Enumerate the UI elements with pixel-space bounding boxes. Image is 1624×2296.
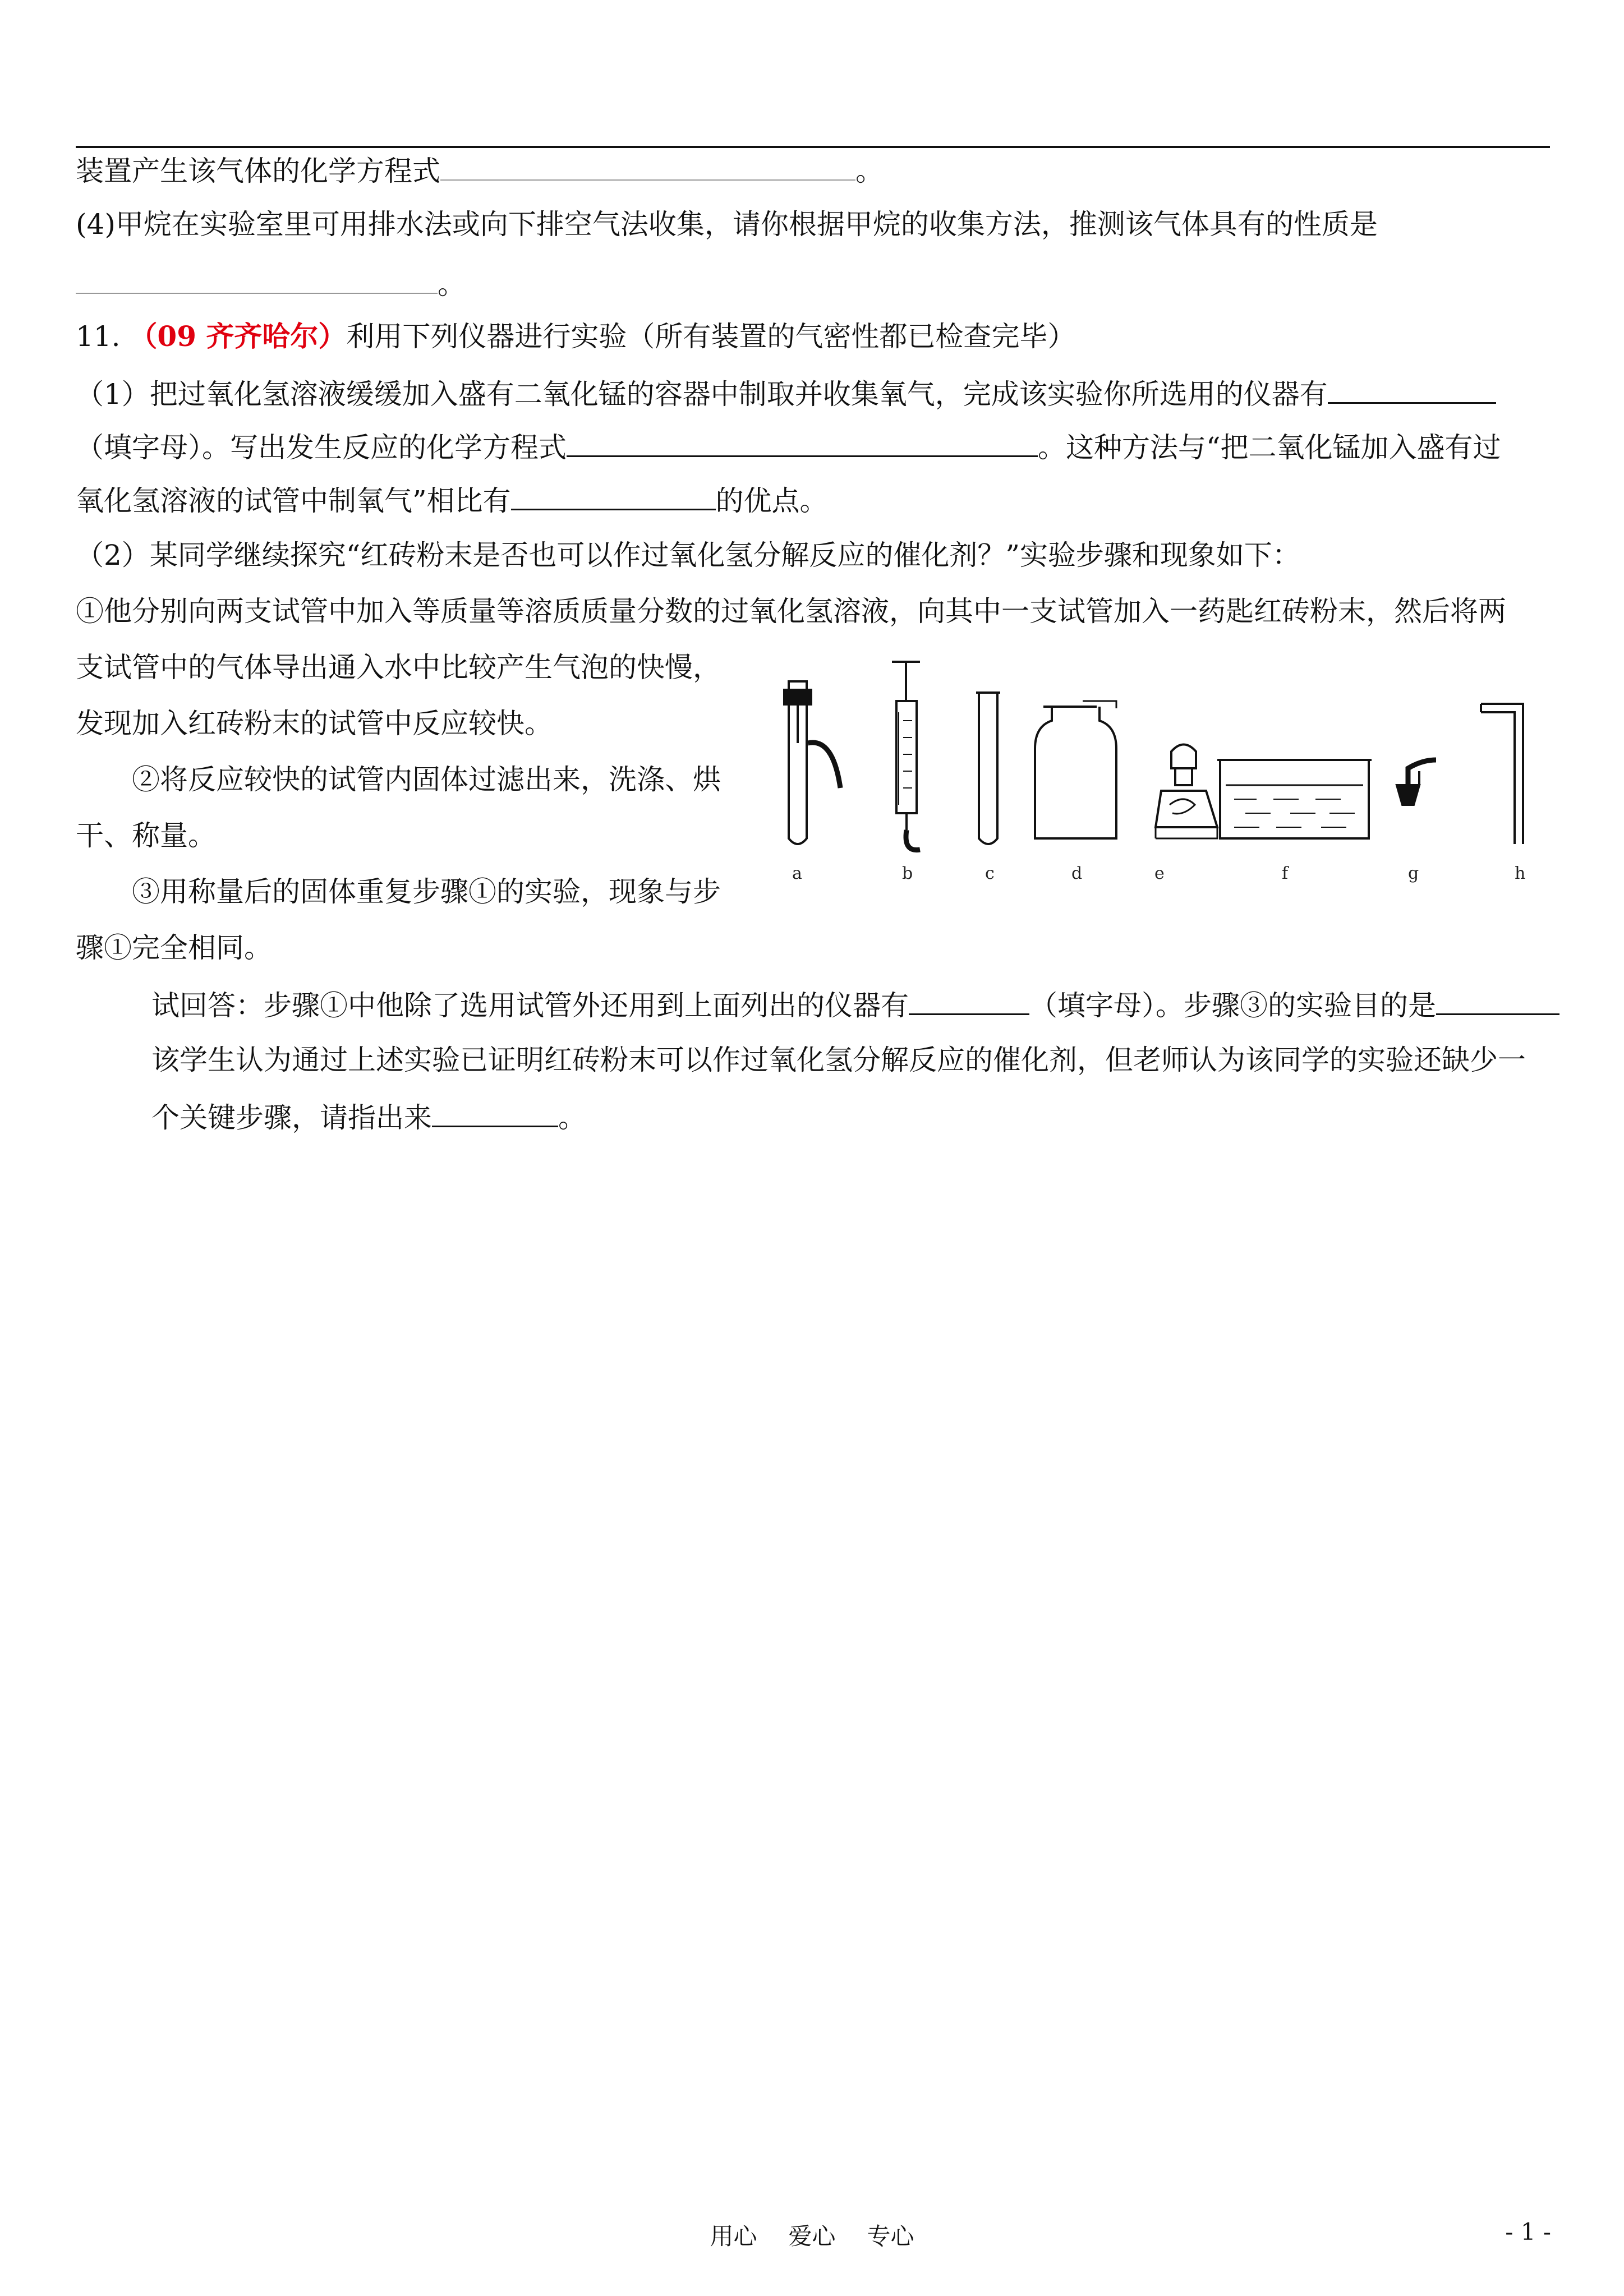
apparatus-d-gas-bottle bbox=[1035, 701, 1116, 838]
step-3-line-1: ③用称量后的固体重复步骤①的实验，现象与步 bbox=[132, 875, 721, 908]
answer-blank[interactable] bbox=[432, 1096, 558, 1127]
question-4: (4)甲烷在实验室里可用排水法或向下排空气法收集，请你根据甲烷的收集方法，推测该气体具有的性质是 bbox=[76, 208, 1378, 241]
apparatus-h-glass-tube bbox=[1481, 704, 1523, 844]
figure-label-c: c bbox=[985, 864, 995, 883]
answer-blank[interactable] bbox=[567, 426, 1038, 457]
apparatus-a-test-tube-with-stopper bbox=[784, 681, 840, 844]
apparatus-drawing bbox=[769, 659, 1548, 861]
paragraph-equation: 装置产生该气体的化学方程式 。 bbox=[76, 150, 884, 191]
figure-label-e: e bbox=[1154, 864, 1165, 883]
answer-blank[interactable] bbox=[909, 984, 1029, 1015]
figure-label-a: a bbox=[792, 864, 802, 883]
answer-blank[interactable] bbox=[1328, 373, 1496, 404]
footer-motto: 用心 爱心 专心 bbox=[710, 2223, 914, 2250]
answer-line-1: 试回答：步骤①中他除了选用试管外还用到上面列出的仪器有 （填字母）。步骤③的实验目的是 bbox=[151, 984, 1559, 1025]
apparatus-f-water-trough bbox=[1217, 760, 1372, 838]
apparatus-g-stopper-with-tube bbox=[1397, 760, 1436, 805]
apparatus-c-test-tube bbox=[976, 693, 1000, 844]
source-tag: （09 齐齐哈尔） bbox=[129, 320, 347, 353]
step-1-line-3: 发现加入红砖粉末的试管中反应较快。 bbox=[76, 707, 553, 740]
step-1-line-2: 支试管中的气体导出通入水中比较产生气泡的快慢， bbox=[76, 651, 721, 684]
page-number: - 1 - bbox=[1505, 2218, 1551, 2246]
answer-blank[interactable] bbox=[511, 480, 716, 510]
step-1-line-1: ①他分别向两支试管中加入等质量等溶质质量分数的过氧化氢溶液，向其中一支试管加入一药匙红砖粉末，然后将两 bbox=[76, 595, 1506, 628]
answer-blank[interactable] bbox=[440, 150, 855, 181]
figure-label-d: d bbox=[1071, 864, 1083, 883]
figure-label-f: f bbox=[1282, 864, 1289, 883]
header-rule bbox=[76, 146, 1550, 148]
step-3-line-2: 骤①完全相同。 bbox=[76, 932, 272, 964]
apparatus-b-syringe bbox=[892, 662, 920, 850]
answer-line-3: 个关键步骤，请指出来 。 bbox=[151, 1096, 586, 1137]
question-4-answer-line: 。 bbox=[76, 264, 466, 304]
question-11-heading: 11. （09 齐齐哈尔）利用下列仪器进行实验（所有装置的气密性都已检查完毕） bbox=[76, 320, 1076, 353]
apparatus-figure bbox=[769, 659, 1548, 895]
answer-line-2: 该学生认为通过上述实验已证明红砖粉末可以作过氧化氢分解反应的催化剂，但老师认为该同学的实验还缺少一 bbox=[151, 1044, 1526, 1076]
figure-label-g: g bbox=[1408, 864, 1419, 883]
part-1-line-3: 氧化氢溶液的试管中制氧气”相比有 的优点。 bbox=[76, 480, 828, 520]
step-2-line-2: 干、称量。 bbox=[76, 819, 216, 852]
answer-blank[interactable] bbox=[76, 264, 438, 294]
figure-label-b: b bbox=[902, 864, 913, 883]
step-2-line-1: ②将反应较快的试管内固体过滤出来，洗涤、烘 bbox=[132, 763, 721, 796]
part-1-line-1: （1）把过氧化氢溶液缓缓加入盛有二氧化锰的容器中制取并收集氧气，完成该实验你所选用的仪器有 bbox=[76, 373, 1496, 414]
answer-blank[interactable] bbox=[1436, 984, 1559, 1015]
figure-label-h: h bbox=[1515, 864, 1526, 883]
apparatus-e-alcohol-lamp bbox=[1156, 745, 1217, 839]
part-2-intro: （2）某同学继续探究“红砖粉末是否也可以作过氧化氢分解反应的催化剂？”实验步骤和现象如下： bbox=[76, 539, 1300, 571]
part-1-line-2: （填字母）。写出发生反应的化学方程式 。这种方法与“把二氧化锰加入盛有过 bbox=[76, 426, 1501, 467]
